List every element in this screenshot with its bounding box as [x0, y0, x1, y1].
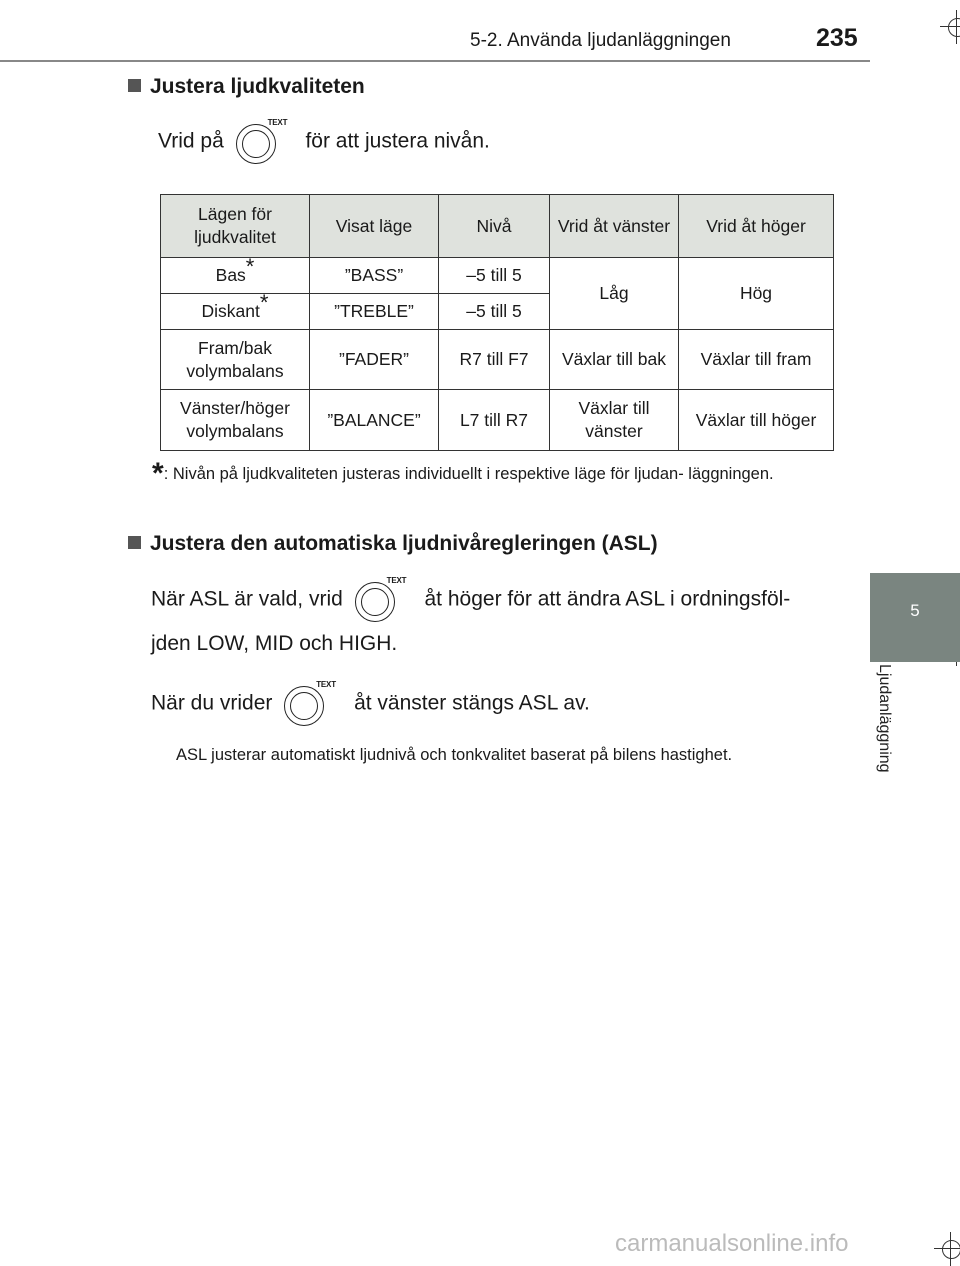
table-cell-level: –5 till 5 [439, 294, 550, 330]
chapter-number: 5 [910, 601, 920, 620]
table-cell-display: ”TREBLE” [310, 294, 439, 330]
header-rule [0, 60, 870, 62]
sound-quality-table [160, 194, 834, 451]
tune-knob-icon: TEXT [234, 118, 296, 166]
footnote-mark: * [152, 457, 164, 490]
watermark: carmanualsonline.info [615, 1230, 849, 1257]
table-cell-level: –5 till 5 [439, 258, 550, 294]
table-header: Lägen för ljudkvalitet [161, 195, 310, 258]
asl-instruction-off: När du vrider TEXT åt vänster stängs ASL av. [151, 680, 590, 728]
table-row [161, 258, 834, 294]
table-cell-mode: Fram/bak volymbalans [161, 330, 310, 390]
table-cell-right: Växlar till höger [679, 390, 834, 451]
table-cell-left-merged: Låg [550, 258, 679, 330]
table-cell-right-merged: Hög [679, 258, 834, 330]
chapter-label-container [875, 664, 899, 804]
instruction-sound-quality: Vrid på TEXT för att justera nivån. [158, 118, 490, 166]
tune-knob-icon: TEXT [353, 576, 415, 624]
square-bullet-icon [128, 536, 141, 549]
table-cell-mode: Vänster/höger volymbalans [161, 390, 310, 451]
footnote-text: : Nivån på ljudkvaliteten justeras individuellt i respektive läge för ljudan- läggningen. [163, 465, 774, 483]
section-heading-sound-quality: Justera ljudkvaliteten [128, 75, 365, 99]
page-number: 235 [816, 24, 858, 52]
table-header: Nivå [439, 195, 550, 258]
table-row [161, 390, 834, 451]
section-title: 5-2. Använda ljudanläggningen [470, 30, 731, 51]
table-cell-display: ”BASS” [310, 258, 439, 294]
asl-instruction-line2: jden LOW, MID och HIGH. [151, 632, 398, 655]
table-cell-mode: Diskant* [161, 294, 310, 330]
chapter-label: Ljudanläggning [876, 664, 893, 773]
asl-note: ASL justerar automatiskt ljudnivå och tonkvalitet baserat på bilens hastighet. [176, 746, 733, 764]
table-cell-mode: Bas* [161, 258, 310, 294]
tune-knob-icon: TEXT [282, 680, 344, 728]
table-row [161, 330, 834, 390]
table-cell-level: R7 till F7 [439, 330, 550, 390]
table-header-row [161, 195, 834, 258]
footnote [152, 457, 828, 490]
table-cell-right: Växlar till fram [679, 330, 834, 390]
table-header: Vrid åt höger [679, 195, 834, 258]
section-heading-asl: Justera den automatiska ljudnivåregleringen (ASL) [128, 532, 658, 556]
table-cell-left: Växlar till vänster [550, 390, 679, 451]
table-cell-display: ”BALANCE” [310, 390, 439, 451]
table-cell-display: ”FADER” [310, 330, 439, 390]
table-header: Vrid åt vänster [550, 195, 679, 258]
asl-instruction-line1: När ASL är vald, vrid TEXT åt höger för att ändra ASL i ordningsföl- [151, 576, 790, 624]
table-cell-level: L7 till R7 [439, 390, 550, 451]
table-cell-left: Växlar till bak [550, 330, 679, 390]
crop-mark-icon [934, 1232, 960, 1266]
crop-mark-icon [940, 10, 960, 44]
chapter-tab [870, 573, 960, 662]
square-bullet-icon [128, 79, 141, 92]
table-header: Visat läge [310, 195, 439, 258]
